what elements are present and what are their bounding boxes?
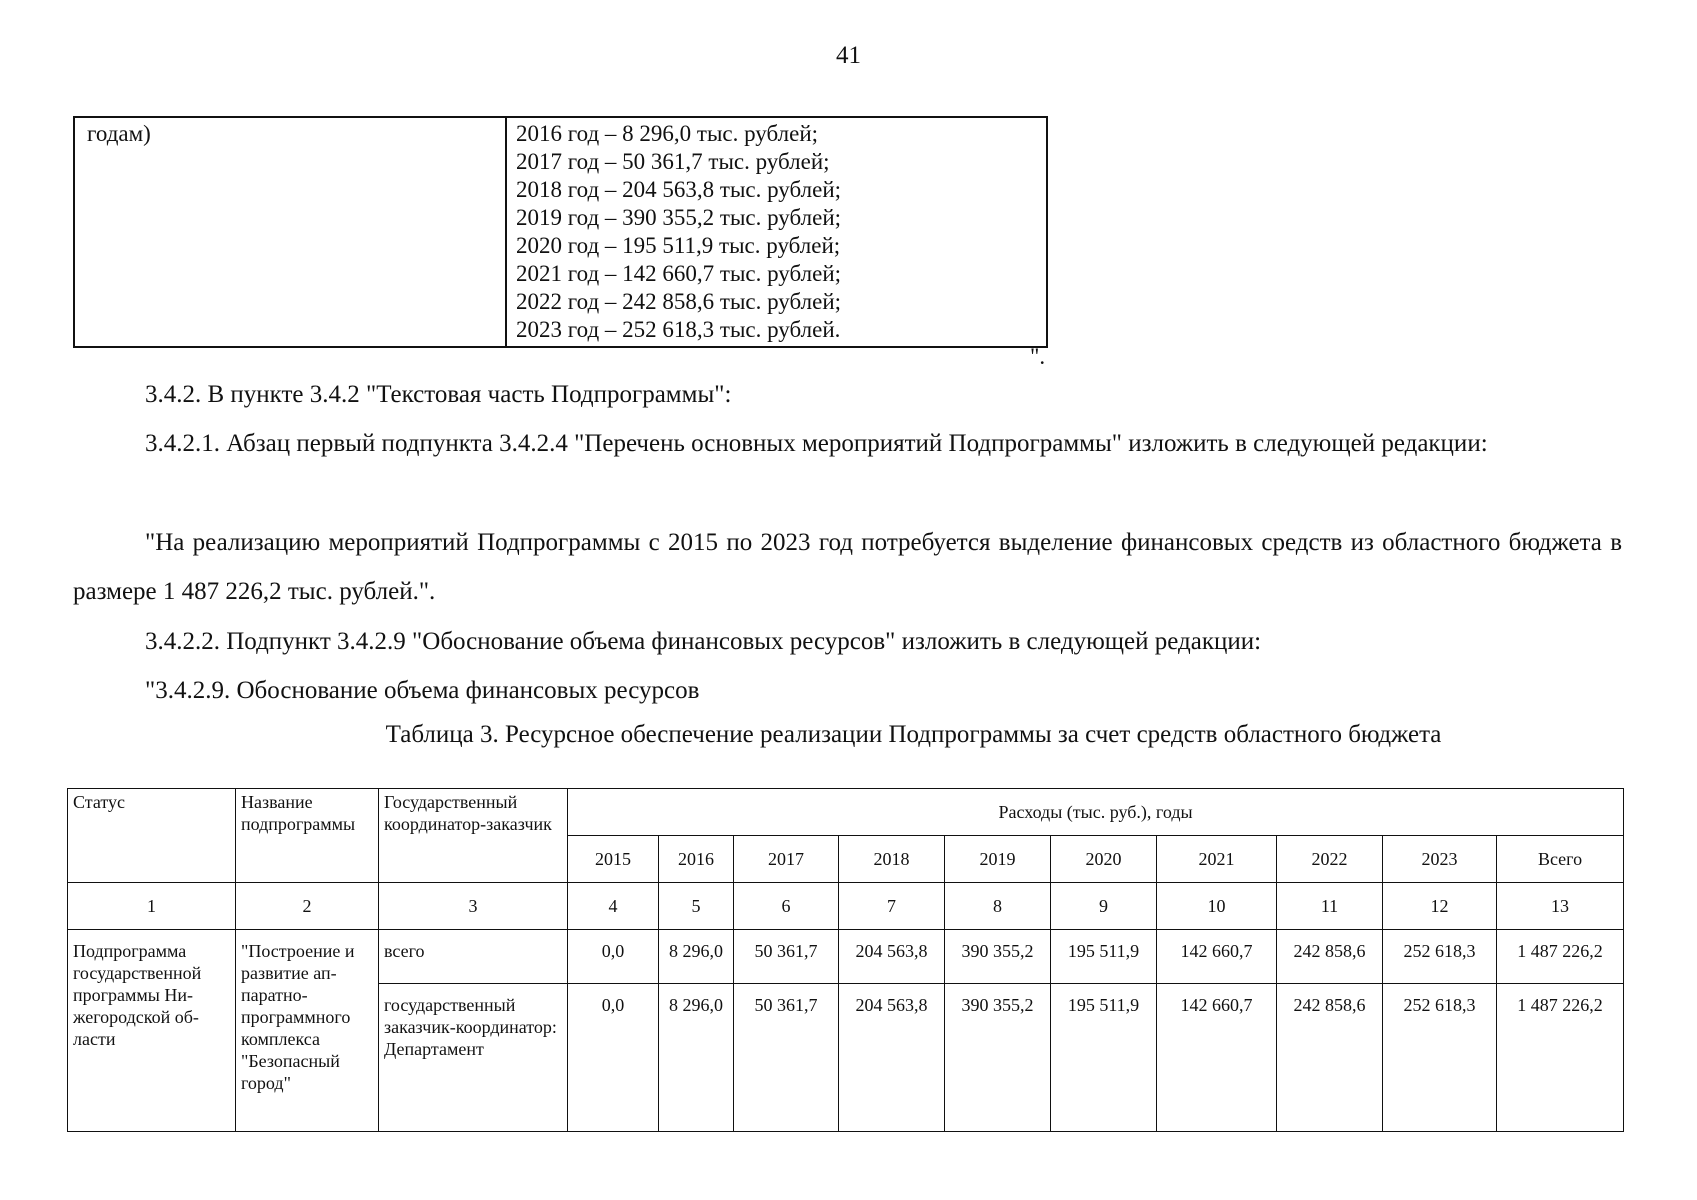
value-cell: 204 563,8	[839, 930, 945, 984]
value-cell: 195 511,9	[1051, 930, 1157, 984]
header-year: 2022	[1277, 836, 1383, 883]
coordinator-cell: всего	[379, 930, 568, 984]
column-number: 7	[839, 883, 945, 930]
column-number: 11	[1277, 883, 1383, 930]
paragraph-3-4-2: 3.4.2. В пункте 3.4.2 "Текстовая часть Подпрограммы":	[145, 381, 732, 408]
header-year: 2018	[839, 836, 945, 883]
header-total: Всего	[1497, 836, 1624, 883]
paragraph-3-4-2-2: 3.4.2.2. Подпункт 3.4.2.9 "Обоснование объема финансовых ресурсов" изложить в следующей редакции:	[145, 628, 1262, 655]
value-cell: 0,0	[568, 984, 659, 1132]
value-cell: 252 618,3	[1383, 930, 1497, 984]
value-cell: 242 858,6	[1277, 930, 1383, 984]
program-name-cell: "Построение и развитие ап-паратно-программного комплекса "Безопасный город"	[236, 930, 379, 1132]
value-cell: 142 660,7	[1157, 984, 1277, 1132]
resource-table	[67, 788, 1624, 1132]
funding-year-line: 2018 год – 204 563,8 тыс. рублей;	[516, 177, 842, 202]
table-row-total	[68, 930, 1624, 984]
column-number: 6	[734, 883, 839, 930]
table-caption: Таблица 3. Ресурсное обеспечение реализации Подпрограммы за счет средств областного бюджета	[385, 721, 1442, 748]
paragraph-quote-funding: "На реализацию мероприятий Подпрограммы с 2015 по 2023 год потребуется выделение финансовых средств из областного бюджета в размере 1 487 226,2 тыс. рублей.".	[73, 529, 1622, 605]
funding-by-year-cell	[506, 117, 1047, 347]
value-cell: 50 361,7	[734, 930, 839, 984]
value-cell: 242 858,6	[1277, 984, 1383, 1132]
header-expenses: Расходы (тыс. руб.), годы	[568, 789, 1624, 836]
column-number: 5	[659, 883, 734, 930]
funding-year-line: 2016 год – 8 296,0 тыс. рублей;	[516, 121, 819, 146]
funding-continuation-table	[73, 116, 1048, 348]
column-number: 4	[568, 883, 659, 930]
header-program-name: Название подпрограммы	[236, 789, 379, 883]
column-number: 1	[68, 883, 236, 930]
coordinator-cell: государственный заказчик-координатор: Департамент	[379, 984, 568, 1132]
header-year: 2017	[734, 836, 839, 883]
value-cell: 195 511,9	[1051, 984, 1157, 1132]
column-number: 2	[236, 883, 379, 930]
funding-year-line: 2019 год – 390 355,2 тыс. рублей;	[516, 205, 842, 230]
total-cell: 1 487 226,2	[1497, 930, 1624, 984]
header-row	[68, 789, 1624, 836]
paragraph-3-4-2-9: "3.4.2.9. Обоснование объема финансовых ресурсов	[145, 677, 700, 704]
value-cell: 204 563,8	[839, 984, 945, 1132]
value-cell: 0,0	[568, 930, 659, 984]
header-coordinator: Государственный координатор-заказчик	[379, 789, 568, 883]
paragraph-3-4-2-1: 3.4.2.1. Абзац первый подпункта 3.4.2.4 "Перечень основных мероприятий Подпрограммы" изложить в следующей редакции:	[145, 430, 1488, 457]
closing-quote-mark: ".	[1030, 344, 1046, 369]
header-year: 2015	[568, 836, 659, 883]
value-cell: 390 355,2	[945, 984, 1051, 1132]
total-cell: 1 487 226,2	[1497, 984, 1624, 1132]
header-year: 2019	[945, 836, 1051, 883]
header-year: 2020	[1051, 836, 1157, 883]
page-number: 41	[836, 42, 861, 69]
header-year: 2023	[1383, 836, 1497, 883]
value-cell: 8 296,0	[659, 930, 734, 984]
funding-continuation-row	[74, 117, 1047, 347]
value-cell: 390 355,2	[945, 930, 1051, 984]
value-cell: 50 361,7	[734, 984, 839, 1132]
column-number: 12	[1383, 883, 1497, 930]
header-year: 2021	[1157, 836, 1277, 883]
value-cell: 142 660,7	[1157, 930, 1277, 984]
column-number: 13	[1497, 883, 1624, 930]
funding-year-line: 2022 год – 242 858,6 тыс. рублей;	[516, 289, 842, 314]
funding-year-line: 2020 год – 195 511,9 тыс. рублей;	[516, 233, 841, 258]
funding-year-line: 2021 год – 142 660,7 тыс. рублей;	[516, 261, 842, 286]
header-year: 2016	[659, 836, 734, 883]
column-number: 8	[945, 883, 1051, 930]
column-number: 3	[379, 883, 568, 930]
column-numbers-row	[68, 883, 1624, 930]
value-cell: 252 618,3	[1383, 984, 1497, 1132]
status-cell: Подпрограмма государственной программы Ни-жегородской об-ласти	[68, 930, 236, 1132]
header-status: Статус	[68, 789, 236, 883]
value-cell: 8 296,0	[659, 984, 734, 1132]
funding-label-cell: годам)	[74, 117, 506, 347]
column-number: 9	[1051, 883, 1157, 930]
funding-year-line: 2017 год – 50 361,7 тыс. рублей;	[516, 149, 830, 174]
funding-year-line: 2023 год – 252 618,3 тыс. рублей.	[516, 317, 841, 342]
column-number: 10	[1157, 883, 1277, 930]
